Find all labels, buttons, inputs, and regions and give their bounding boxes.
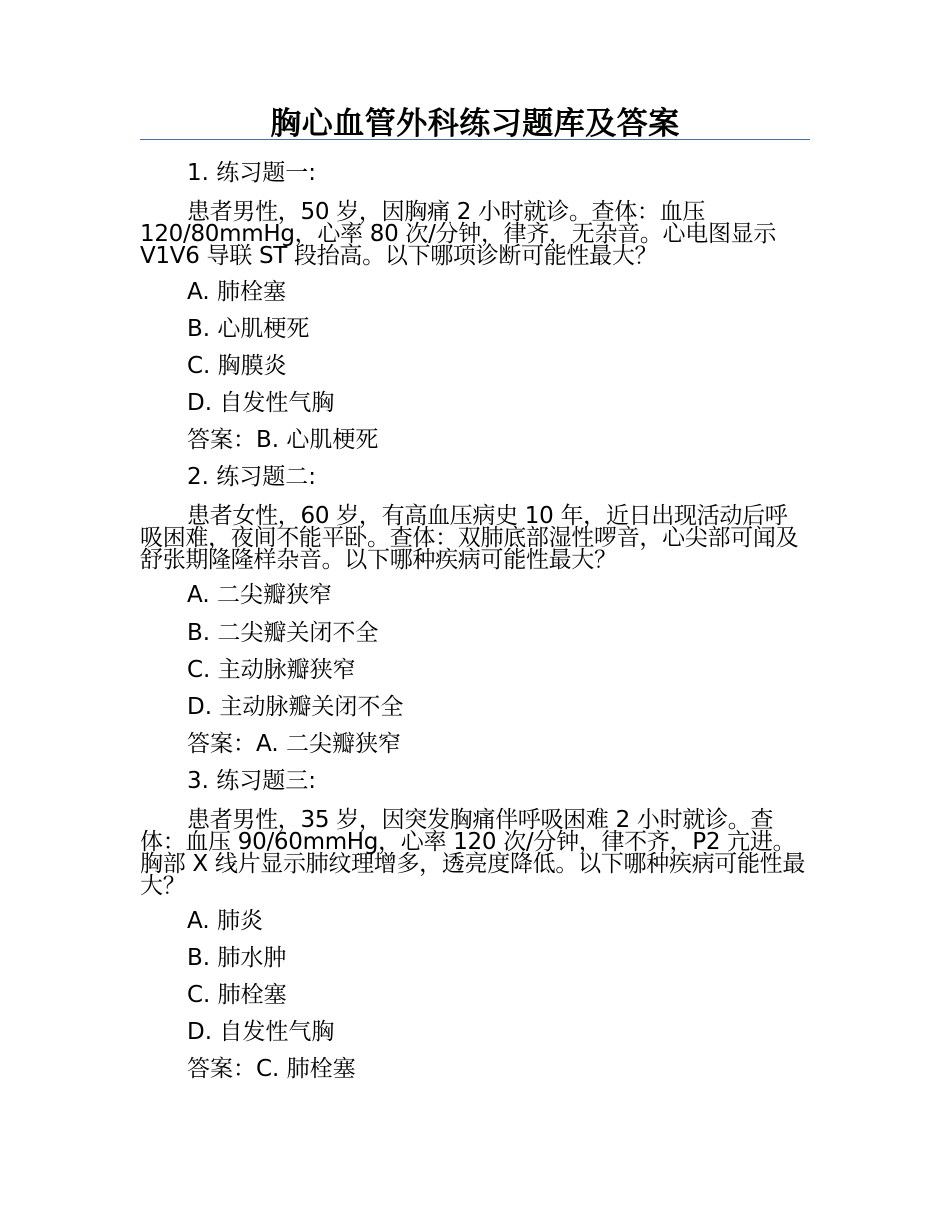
question-2-option-c: C. 主动脉瓣狭窄 (187, 657, 356, 683)
question-1-stem: 患者男性，50 岁，因胸痛 2 小时就诊。查体：血压 120/80mmHg，心率 80 次/分钟，律齐，无杂音。心电图显示 V1V6 导联 ST 段抬高。以下哪项诊断可能性最大？ (140, 199, 777, 269)
question-2-option-b: B. 二尖瓣关闭不全 (187, 620, 379, 646)
question-2-stem: 患者女性，60 岁，有高血压病史 10 年，近日出现活动后呼吸困难，夜间不能平卧。查体：双肺底部湿性啰音，心尖部可闻及舒张期隆隆样杂音。以下哪种疾病可能性最大？ (140, 503, 799, 573)
question-2-option-a: A. 二尖瓣狭窄 (187, 582, 332, 608)
page-title: 胸心血管外科练习题库及答案 (270, 106, 680, 142)
question-3-option-c: C. 肺栓塞 (187, 982, 287, 1008)
title-underline (140, 139, 810, 140)
question-1-option-c: C. 胸膜炎 (187, 353, 287, 379)
question-3-stem: 患者男性，35 岁，因突发胸痛伴呼吸困难 2 小时就诊。查体：血压 90/60mmHg，心率 120 次/分钟，律不齐，P2 亢进。胸部 X 线片显示肺纹理增多，透亮度降低。以下哪种疾病可能性最大？ (140, 807, 806, 899)
question-3-option-b: B. 肺水肿 (187, 945, 287, 971)
question-1-answer: 答案：B. 心肌梗死 (187, 427, 379, 453)
question-3-option-a: A. 肺炎 (187, 908, 263, 934)
question-3-heading: 3. 练习题三: (187, 768, 317, 794)
question-1-option-d: D. 自发性气胸 (187, 390, 335, 416)
question-1-option-a: A. 肺栓塞 (187, 279, 286, 305)
question-1-heading: 1. 练习题一: (187, 160, 317, 186)
question-2-answer: 答案：A. 二尖瓣狭窄 (187, 731, 401, 757)
question-2-option-d: D. 主动脉瓣关闭不全 (187, 694, 404, 720)
question-3-answer: 答案：C. 肺栓塞 (187, 1056, 356, 1082)
question-2-heading: 2. 练习题二: (187, 464, 317, 490)
question-3-option-d: D. 自发性气胸 (187, 1019, 335, 1045)
question-1-option-b: B. 心肌梗死 (187, 316, 310, 342)
